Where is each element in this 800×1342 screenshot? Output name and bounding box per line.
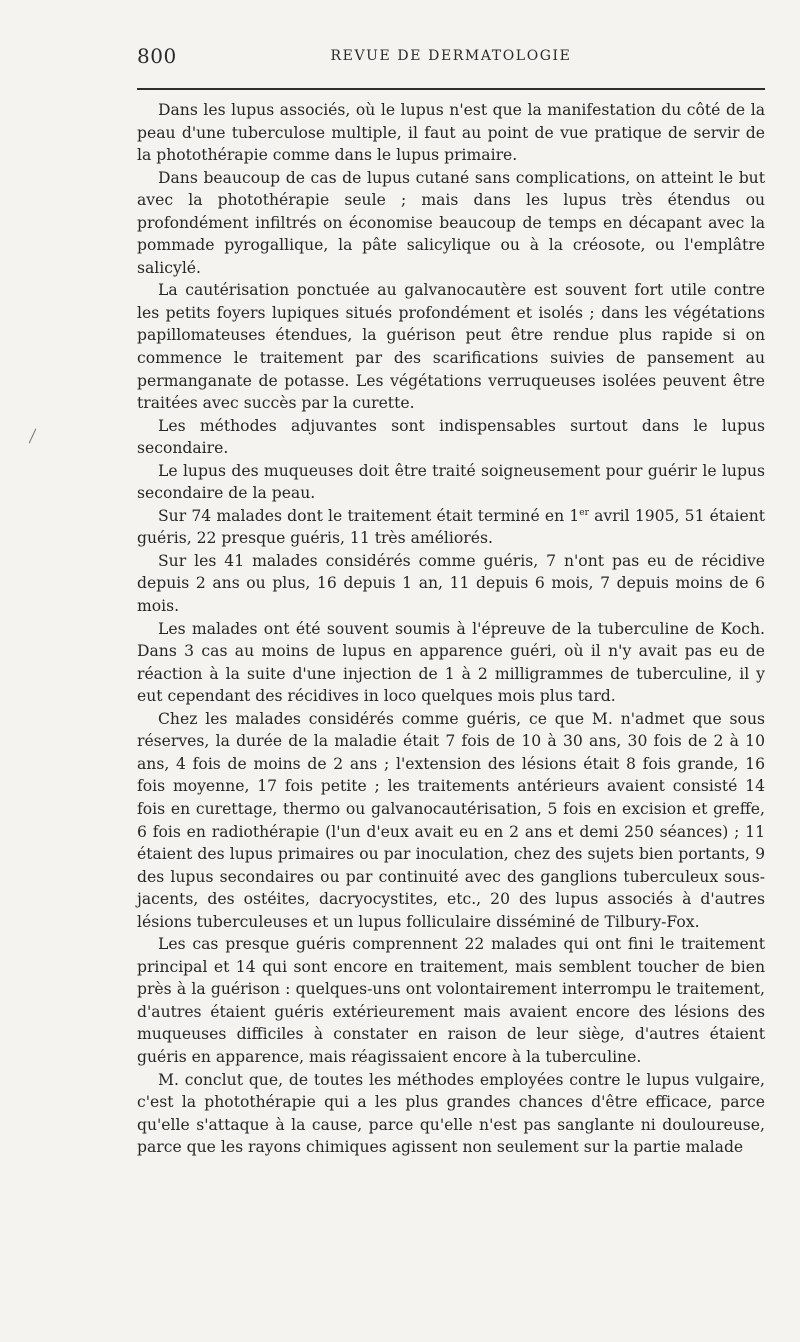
page-header (137, 44, 765, 78)
paragraph: Dans les lupus associés, où le lupus n'est que la manifestation du côté de la peau d'une tuberculose multiple, il faut au point de vue pratique de servir de la photothérapie comme dans le lupus primaire. (137, 101, 765, 165)
paragraph: Les cas presque guéris comprennent 22 malades qui ont fini le traitement principal et 14 qui sont encore en traitement, mais semblent toucher de bien près à la guérison : quelques-uns ont volontairement interrompu le traitement, d'autres étaient guéris extérieurement mais avaient encore des lésions des muqueuses difficiles à constater en raison de leur siège, d'autres étaient guéris en apparence, mais réagissaient encore à la tuberculine. (137, 935, 765, 1066)
paragraph: Chez les malades considérés comme guéris, ce que M. n'admet que sous réserves, la durée de la maladie était 7 fois de 10 à 30 ans, 30 fois de 2 à 10 ans, 4 fois de moins de 2 ans ; l'extension des lésions était 8 fois grande, 16 fois moyenne, 17 fois petite ; les traitements antérieurs avaient consisté 14 fois en curettage, thermo ou galvanocautérisation, 5 fois en excision et greffe, 6 fois en radiothérapie (l'un d'eux avait eu en 2 ans et demi 250 séances) ; 11 étaient des lupus primaires ou par inoculation, chez des sujets bien portants, 9 des lupus secondaires ou par continuité avec des ganglions tuberculeux sous-jacents, des ostéites, dacryocystites, etc., 20 des lupus associés à d'autres lésions tuberculeuses et un lupus folliculaire disséminé de Tilbury-Fox. (137, 709, 765, 931)
paragraph: Dans beaucoup de cas de lupus cutané sans complications, on atteint le but avec la photothérapie seule ; mais dans les lupus très étendus ou profondément infiltrés on économise beaucoup de temps en décapant avec la pommade pyrogallique, la pâte salicylique ou à la créosote, ou l'emplâtre salicylé. (137, 168, 765, 277)
paragraph: Sur les 41 malades considérés comme guéris, 7 n'ont pas eu de récidive depuis 2 ans ou plus, 16 depuis 1 an, 11 depuis 6 mois, 7 depuis moins de 6 mois. (137, 551, 765, 616)
margin-mark (29, 429, 37, 444)
paragraph: Les malades ont été souvent soumis à l'épreuve de la tuberculine de Koch. Dans 3 cas au moins de lupus en apparence guéri, où il n'y avait pas eu de réaction à la suite d'une injection de 1 à 2 milligrammes de tuberculine, il y eut cependant des récidives in loco quelques mois plus tard. (137, 619, 765, 706)
paragraph: La cautérisation ponctuée au galvanocautère est souvent fort utile contre les petits foyers lupiques situés profondément et isolés ; dans les végétations papillomateuses étendues, la guérison peut être rendue plus rapide si on commence le traitement par des scarifications suivies de pansement au permanganate de potasse. Les végétations verruqueuses isolées peuvent être traitées avec succès par la curette. (137, 281, 765, 413)
paragraph (137, 505, 765, 550)
paragraph: M. conclut que, de toutes les méthodes employées contre le lupus vulgaire, c'est la photothérapie qui a les plus grandes chances d'être efficace, parce qu'elle s'attaque à la cause, parce qu'elle n'est pas sanglante ni douloureuse, parce que les rayons chimiques agissent non seulement sur la partie malade (137, 1070, 765, 1157)
paragraph-text: avril 1905, 51 étaient guéris, 22 presque guéris, 11 très améliorés. (137, 506, 765, 548)
header-rule (137, 88, 765, 90)
paragraph: Les méthodes adjuvantes sont indispensables surtout dans le lupus secondaire. (137, 416, 765, 458)
superscript: er (579, 507, 589, 518)
body-text (137, 99, 765, 1159)
paragraph: Le lupus des muqueuses doit être traité soigneusement pour guérir le lupus secondaire de la peau. (137, 461, 765, 503)
page-number: 800 (137, 44, 177, 68)
paragraph-text: Sur 74 malades dont le traitement était terminé en 1 (158, 506, 580, 525)
running-title: REVUE DE DERMATOLOGIE (330, 48, 572, 64)
